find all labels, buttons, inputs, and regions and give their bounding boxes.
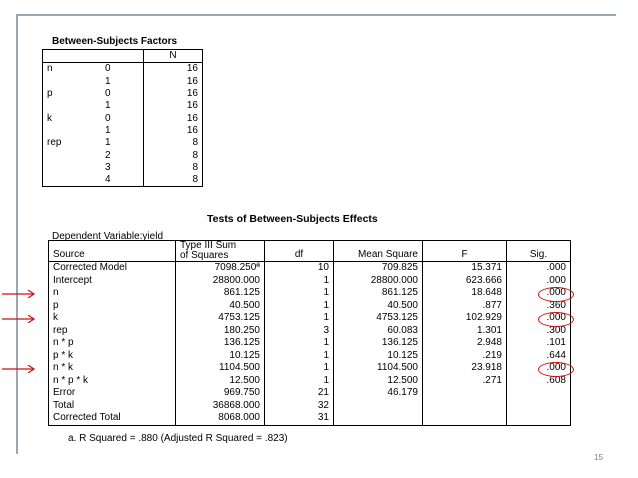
factors-row (43, 137, 203, 149)
factor-n: 8 (144, 162, 203, 174)
cell-ms: 709.825 (334, 262, 423, 275)
tests-row (49, 287, 571, 300)
tests-row (49, 375, 571, 388)
cell-sig: .000 (507, 275, 571, 288)
footnote: a. R Squared = .880 (Adjusted R Squared = .823) (68, 433, 288, 444)
cell-ms: 136.125 (334, 337, 423, 350)
factors-col-n: N (144, 50, 203, 63)
highlight-circle (538, 362, 574, 377)
factor-level: 1 (101, 76, 144, 88)
col-f: F (423, 241, 507, 262)
factor-level: 1 (101, 137, 144, 149)
cell-f: 18.648 (423, 287, 507, 300)
cell-source: Error (49, 387, 176, 400)
factor-n: 8 (144, 149, 203, 161)
cell-df: 1 (265, 275, 334, 288)
factor-name: k (43, 112, 102, 124)
cell-f: 23.918 (423, 362, 507, 375)
col-df: df (265, 241, 334, 262)
cell-df: 1 (265, 350, 334, 363)
factor-n: 16 (144, 63, 203, 76)
cell-ms: 1104.500 (334, 362, 423, 375)
factor-name (43, 76, 102, 88)
cell-ss: 136.125 (176, 337, 265, 350)
cell-sig (507, 412, 571, 425)
factor-name (43, 100, 102, 112)
factor-n: 16 (144, 112, 203, 124)
cell-df: 1 (265, 287, 334, 300)
factor-n: 16 (144, 100, 203, 112)
cell-ms: 4753.125 (334, 312, 423, 325)
cell-f: 102.929 (423, 312, 507, 325)
tests-row (49, 312, 571, 325)
cell-source: Corrected Total (49, 412, 176, 425)
col-sig: Sig. (507, 241, 571, 262)
tests-row (49, 262, 571, 275)
factors-row (43, 125, 203, 137)
cell-ms: 861.125 (334, 287, 423, 300)
cell-sig: .608 (507, 375, 571, 388)
dependent-variable-label: Dependent Variable:yield (52, 231, 164, 242)
col-source: Source (49, 241, 176, 262)
factor-name: rep (43, 137, 102, 149)
cell-df: 1 (265, 375, 334, 388)
slide-frame-left (16, 14, 18, 454)
factor-n: 16 (144, 88, 203, 100)
cell-sig: .101 (507, 337, 571, 350)
cell-ss: 180.250 (176, 325, 265, 338)
cell-source: n * p (49, 337, 176, 350)
factors-row (43, 76, 203, 88)
tests-row (49, 362, 571, 375)
cell-source: n * p * k (49, 375, 176, 388)
tests-row (49, 350, 571, 363)
col-ss-line1: Type III Sum (180, 240, 237, 251)
cell-source: n * k (49, 362, 176, 375)
tests-row (49, 387, 571, 400)
cell-source: Corrected Model (49, 262, 176, 275)
cell-f: 1.301 (423, 325, 507, 338)
cell-df: 1 (265, 362, 334, 375)
factor-name: p (43, 88, 102, 100)
cell-sig: .360 (507, 300, 571, 313)
cell-f: 2.948 (423, 337, 507, 350)
cell-df: 1 (265, 300, 334, 313)
cell-ss: 969.750 (176, 387, 265, 400)
cell-source: p * k (49, 350, 176, 363)
cell-ss: 1104.500 (176, 362, 265, 375)
tests-table-title: Tests of Between-Subjects Effects (207, 213, 378, 225)
factor-level: 4 (101, 174, 144, 187)
highlight-circle (538, 312, 574, 327)
arrow-icon (2, 290, 36, 298)
cell-ss: 7098.250ª (176, 262, 265, 275)
cell-df: 10 (265, 262, 334, 275)
factors-row (43, 162, 203, 174)
factor-level: 2 (101, 149, 144, 161)
factor-n: 8 (144, 174, 203, 187)
cell-f: .877 (423, 300, 507, 313)
cell-df: 32 (265, 400, 334, 413)
highlight-circle (538, 287, 574, 302)
cell-ms (334, 400, 423, 413)
cell-source: rep (49, 325, 176, 338)
cell-f: .219 (423, 350, 507, 363)
cell-ms: 46.179 (334, 387, 423, 400)
factor-name (43, 174, 102, 187)
factors-row (43, 112, 203, 124)
cell-f (423, 387, 507, 400)
factors-row (43, 174, 203, 187)
cell-sig: .000 (507, 362, 571, 375)
cell-ss: 4753.125 (176, 312, 265, 325)
cell-sig (507, 400, 571, 413)
cell-ss: 28800.000 (176, 275, 265, 288)
cell-f (423, 412, 507, 425)
cell-df: 21 (265, 387, 334, 400)
cell-ss: 12.500 (176, 375, 265, 388)
factor-level: 0 (101, 112, 144, 124)
cell-df: 3 (265, 325, 334, 338)
col-ms: Mean Square (334, 241, 423, 262)
arrow-icon (2, 365, 36, 373)
factors-row (43, 88, 203, 100)
factor-level: 1 (101, 125, 144, 137)
factor-n: 16 (144, 76, 203, 88)
factor-level: 0 (101, 88, 144, 100)
factor-name (43, 162, 102, 174)
cell-ss: 10.125 (176, 350, 265, 363)
cell-sig: .000 (507, 262, 571, 275)
tests-row (49, 325, 571, 338)
col-ss-line2: of Squares (180, 250, 229, 261)
cell-ms (334, 412, 423, 425)
factor-level: 3 (101, 162, 144, 174)
cell-ss: 861.125 (176, 287, 265, 300)
factor-name (43, 125, 102, 137)
tests-row (49, 400, 571, 413)
cell-f: .271 (423, 375, 507, 388)
cell-ms: 40.500 (334, 300, 423, 313)
tests-row (49, 300, 571, 313)
cell-sig (507, 387, 571, 400)
cell-ms: 10.125 (334, 350, 423, 363)
arrow-icon (2, 315, 36, 323)
cell-sig: .000 (507, 287, 571, 300)
cell-source: n (49, 287, 176, 300)
factors-row (43, 100, 203, 112)
cell-source: Total (49, 400, 176, 413)
cell-f: 15.371 (423, 262, 507, 275)
factors-row (43, 63, 203, 76)
tests-row (49, 275, 571, 288)
factor-name: n (43, 63, 102, 76)
cell-ss: 8068.000 (176, 412, 265, 425)
cell-df: 1 (265, 337, 334, 350)
cell-df: 31 (265, 412, 334, 425)
cell-f (423, 400, 507, 413)
cell-df: 1 (265, 312, 334, 325)
tests-row (49, 337, 571, 350)
factors-row (43, 149, 203, 161)
cell-sig: .000 (507, 312, 571, 325)
cell-f: 623.666 (423, 275, 507, 288)
cell-ms: 60.083 (334, 325, 423, 338)
factor-level: 0 (101, 63, 144, 76)
cell-source: Intercept (49, 275, 176, 288)
factor-name (43, 149, 102, 161)
cell-ms: 12.500 (334, 375, 423, 388)
tests-row (49, 412, 571, 425)
tests-table (48, 240, 571, 426)
factor-n: 16 (144, 125, 203, 137)
col-ss (176, 241, 265, 262)
cell-ss: 40.500 (176, 300, 265, 313)
slide-frame-top (16, 14, 616, 16)
factor-n: 8 (144, 137, 203, 149)
cell-source: p (49, 300, 176, 313)
cell-ms: 28800.000 (334, 275, 423, 288)
cell-sig: .300 (507, 325, 571, 338)
factor-level: 1 (101, 100, 144, 112)
cell-sig: .644 (507, 350, 571, 363)
cell-source: k (49, 312, 176, 325)
page-number: 15 (594, 453, 603, 462)
cell-ss: 36868.000 (176, 400, 265, 413)
factors-table (42, 49, 203, 187)
factors-table-title: Between-Subjects Factors (52, 36, 178, 47)
